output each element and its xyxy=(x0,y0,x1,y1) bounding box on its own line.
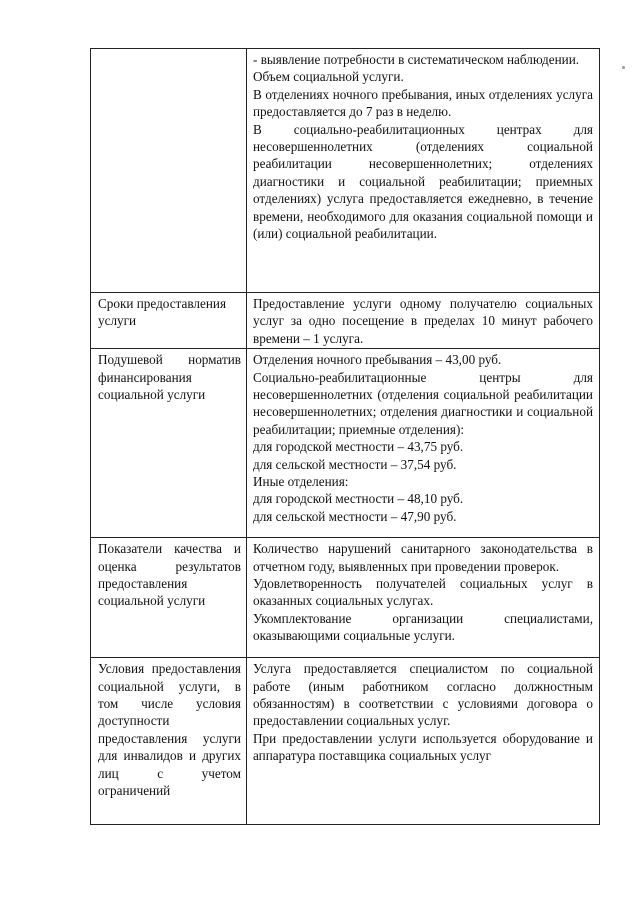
table-row-conditions xyxy=(91,658,600,825)
content-paragraph: Предоставление услуги одному получателю социальных услуг за одно посещение в пределах 10 минут рабочего времени – 1 услуга. xyxy=(253,296,593,346)
row-content-cell xyxy=(247,293,600,349)
content-paragraph: для городской местности – 43,75 руб. xyxy=(253,439,464,455)
table-row-financing xyxy=(91,349,600,538)
row-label-cell xyxy=(91,49,247,293)
row-label-cell xyxy=(91,538,247,658)
table-row-terms xyxy=(91,293,600,349)
row-label: Показатели качества и оценка результатов предоставления социальной услуги xyxy=(98,541,241,609)
scan-artifact xyxy=(622,66,625,69)
content-paragraph: для сельской местности – 37,54 руб. xyxy=(253,456,457,472)
content-paragraph: Иные отделения: xyxy=(253,474,349,490)
content-paragraph: Отделения ночного пребывания – 43,00 руб. xyxy=(253,352,502,368)
content-paragraph: для городской местности – 48,10 руб. xyxy=(253,491,464,507)
row-content-cell xyxy=(247,658,600,825)
content-paragraph: Количество нарушений санитарного законодательства в отчетном году, выявленных при проведении проверок. xyxy=(253,541,593,574)
content-paragraph: Социально-реабилитационные центры для несовершеннолетних (отделения социальной реабилитации несовершеннолетних; отделения диагностики и социальной реабилитации; приемные отделения): xyxy=(253,369,593,437)
row-label-cell xyxy=(91,293,247,349)
content-paragraph: Укомплектование организации специалистами, оказывающими социальные услуги. xyxy=(253,610,593,644)
row-label-cell xyxy=(91,349,247,538)
service-standard-table xyxy=(90,48,600,825)
row-label: Подушевой норматив финансирования социальной услуги xyxy=(98,352,241,403)
row-label-cell xyxy=(91,658,247,825)
row-content-cell xyxy=(247,49,600,293)
row-label: Условия предоставления социальной услуги, в том числе условия доступности предоставления услуги для инвалидов и других лиц с учетом ограничений xyxy=(98,661,241,799)
content-paragraph: Удовлетворенность получателей социальных услуг в оказанных социальных услугах. xyxy=(253,576,593,609)
content-paragraph: Объем социальной услуги. xyxy=(253,69,404,85)
content-paragraph: для сельской местности – 47,90 руб. xyxy=(253,508,457,524)
table-row-volume xyxy=(91,49,600,293)
content-paragraph: - выявление потребности в систематическом наблюдении. xyxy=(253,52,580,67)
row-label: Сроки предоставления услуги xyxy=(98,296,227,329)
table-row-quality xyxy=(91,538,600,658)
row-content-cell xyxy=(247,538,600,658)
content-paragraph: В отделениях ночного пребывания, иных отделениях услуга предоставляется до 7 раз в неделю. xyxy=(253,86,593,120)
content-paragraph: В социально-реабилитационных центрах для несовершеннолетних (отделениях социальной реабилитации несовершеннолетних; отделениях диагностики и социальной реабилитации; приемных отделениях) услуга предоставляется ежедневно, в течение времени, необходимого для оказания социальной помощи и (или) социальной реабилитации. xyxy=(253,121,593,242)
content-paragraph: Услуга предоставляется специалистом по социальной работе (иным работником согласно должностным обязанностям) в соответствии с условиями договора о предоставлении социальных услуг. xyxy=(253,661,593,729)
row-content-cell xyxy=(247,349,600,538)
content-paragraph: При предоставлении услуги используется оборудование и аппаратура поставщика социальных услуг xyxy=(253,730,593,764)
